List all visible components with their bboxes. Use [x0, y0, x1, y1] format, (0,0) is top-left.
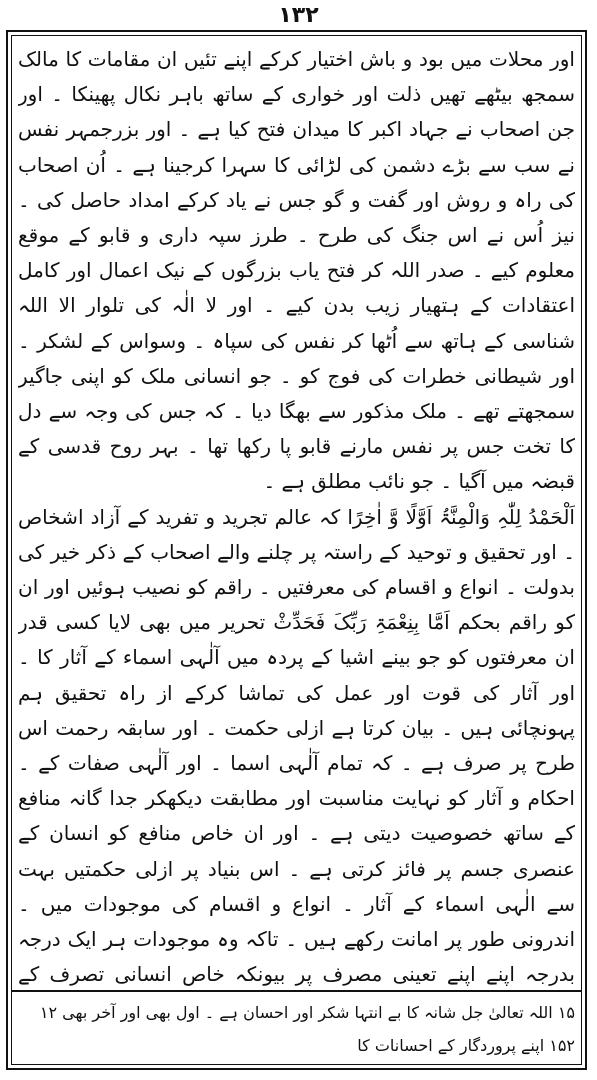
footnote-line: ۱۵ اللہ تعالیٰ جل شانہ کا بے انتہا شکر اور احسان ہے ۔ اول بھی اور آخر بھی ۱۲ ۱۵۲ اپنے پروردگار کے احسانات کا — [39, 1003, 575, 1055]
footnote-divider — [12, 990, 581, 992]
paragraph: اَلْحَمْدُ لِلّٰہِ وَالْمِنَّۃُ اَوَّلًا وَّ اٰخِرًا کہ عالم تجرید و تفرید کے آزاد اشخاص ۔ اور تحقیق و توحید کے راستہ پر چلنے والے اصحاب کے ذکر خیر کی بدولت ۔ انواع و اقسام کی معرفتیں ۔ راقم کو نصیب ہوئیں اور ان کو راقم بحکم اَمَّا بِنِعْمَۃِ رَبِّکَ فَحَدِّثْ تحریر میں بھی لایا کسی قدر ان معرفتوں کو جو بینے اشیا کے پردہ میں آلٰہی اسماء کے آثار کا ۔ اور آثار کی قوت اور عمل کی تماشا کرکے از راہ تحقیق ہم پہونچائی ہیں ۔ بیان کرتا ہے ازلی حکمت ۔ اور سابقہ رحمت اس طرح پر صرف ہے ۔ کہ تمام آلٰہی اسما ۔ اور آلٰہی صفات کے ۔ احکام و آثار کو نہایت مناسبت اور مطابقت دیکھکر جدا گانہ منافع کے ساتھ خصوصیت دیتی ہے ۔ اور ان خاص منافع کو انسان کے عنصری جسم پر فائز کرتی ہے ۔ اس بنیاد پر ازلی حکمتیں بہت سے الٰہی اسماء کے آثار ۔ انواع و اقسام کی موجودات میں ۔ اندرونی طور پر امانت رکھے ہیں ۔ تاکہ وہ موجودات ہر ایک درجہ بدرجہ اپنے اپنے تعینی مصرف پر بیونکہ خاص انسانی تصرف کے — [18, 504, 575, 987]
footnote-line — [18, 1062, 575, 1066]
paragraph: اور محلات میں بود و باش اختیار کرکے اپنے تئیں ان مقامات کا مالک سمجھ بیٹھے تھیں ذلت اور خواری کے ساتھ باہر نکال پھینکا ۔ اور جن اصحاب نے جہاد اکبر کا میدان فتح کیا ہے ۔ اور بزرجمہر نفس نے سب سے بڑے دشمن کی لڑائی کا سہرا کرجینا ہے ۔ اُن اصحاب کی راہ و روش اور گفت و گو جس نے یاد کرکے امداد حاصل کی ۔ نیز اُس نے اس جنگ کی طرح ۔ طرز سپہ داری و قابو کے موقع معلوم کیے ۔ صدر اللہ کر فتح یاب بزرگوں کے نیک اعمال اور کامل اعتقادات کے ہتھیار زیب بدن کیے ۔ اور لا الٰہ کی تلوار الا اللہ شناسی کے ہاتھ سے اُٹھا کر نفس کی سپاہ ۔ وسواس کے لشکر ۔ اور شیطانی خطرات کی فوج کو ۔ جو انسانی ملک کو اپنی جاگیر سمجھتے تھے ۔ ملک مذکور سے بھگا دیا ۔ کہ جس کی وجہ سے دل کا تخت جس پر نفس مارنے قابو پا رکھا تھا ۔ بہر روح قدسی کے قبضہ میں آگیا ۔ جو نائب مطلق ہے ۔ — [18, 47, 575, 494]
page-frame — [6, 30, 587, 1070]
main-text-block — [18, 42, 575, 992]
footnotes-block — [18, 996, 575, 1066]
page-number: ۱۳۲ — [278, 3, 319, 28]
